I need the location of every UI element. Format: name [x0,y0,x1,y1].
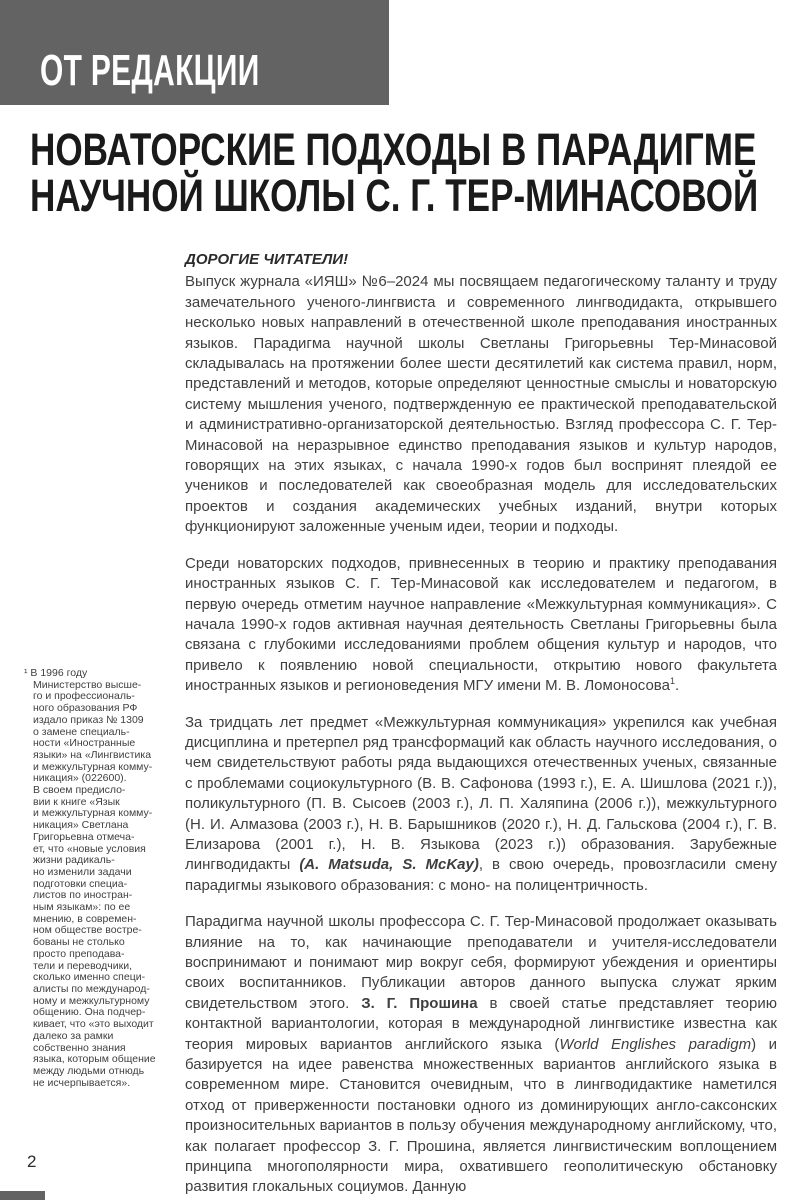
footnote-line: ¹ В 1996 году [24,667,88,679]
footnote-line: общению. Она подчер- [33,1006,146,1019]
text-segment: Выпуск журнала «ИЯШ» №6–2024 мы посвящаем педагогическому таланту и труду замечательного ученого-лингвиста и современного лингводидакта, открывшего несколько новых направлений в отечественной школе преподавания иностранных языков. Парадигма научной школы Светланы Григорьевны Тер-Минасовой складывалась на протяжении более шести десятилетий как система правил, норм, представлений и методов, которые определяют ценностные смыслы и новаторскую систему мышления ученого, подтвержденную ее практической преподавательской и административно-организаторской деятельностью. Взгляд профессора С. Г. Тер-Минасовой на неразрывное единство преподавания языков и культур народов, говорящих на этих языках, с начала 1990-х годов был воспринят плеядой ее учеников и последователей как своеобразная модель для исследовательских проектов и создания академических учебных изданий, внутри которых функционируют заложенные ученым идеи, теории и подходы. [185,273,777,536]
footnote-line: и межкультурная комму- [33,760,153,773]
text-segment: ) и базируется на идее равенства множественных вариантов английского языка в современном мире. Становится очевидным, что в лингводидактике наметился отход от приверженности постановки одного из доминирующих англо-саксонских произносительных вариантов в пользу обучения международному английскому, что, как полагает профессор З. Г. Прошина, является лингвистическим воплощением принципа многополярности мира, охватившего геополитическую обстановку развития глокальных социумов. Данную [185,1035,778,1196]
footnote-line: ности «Иностранные [33,737,136,750]
footnote-line: никация» Светлана [33,819,129,832]
footnote-line: алисты по международ- [33,982,150,995]
section-banner-label: ОТ РЕДАКЦИИ [40,46,260,95]
footnote-line: языка, которым общение [33,1053,156,1066]
article-title [30,124,759,221]
footnote-line: кивает, что «это выходит [33,1018,154,1031]
article-title-line-2: НАУЧНОЙ ШКОЛЫ С. Г. ТЕР-МИНАСОВОЙ [30,170,759,221]
footnote-line: В своем предисло- [33,784,126,797]
footnote-line: ном обществе востре- [33,924,142,937]
margin-footnote [24,668,179,1089]
footnote-line: между людьми отнюдь [33,1064,145,1077]
footnote-line: листов по иностран- [33,889,133,902]
text-segment: (A. Matsuda, S. McKay) [299,856,479,874]
footnote-line: не исчерпывается». [33,1076,131,1089]
footnote-line: жизни радикаль- [33,854,115,867]
footnote-line: Министерство высше- [33,678,142,691]
text-segment: З. Г. Прошина [361,994,478,1012]
text-segment: , в свою очередь, провозгласили смену парадигмы языкового образования: с моно- на полицентричность. [185,856,777,894]
salutation: ДОРОГИЕ ЧИТАТЕЛИ! [185,251,349,268]
section-banner [0,0,389,105]
footnote-line: ным языкам»: по ее [33,901,131,914]
footnote-line: ного образования РФ [33,702,138,715]
text-segment: в своей статье представляет теорию контактной вариантологии, которая в международной лингвистике известна как теория мировых вариантов английского языка ( [185,994,777,1053]
article-body [185,250,777,1198]
paragraph-2 [185,554,777,697]
text-segment: Среди новаторских подходов, привнесенных в теорию и практику преподавания иностранных языков С. Г. Тер-Минасовой как исследователем и педагогом, в первую очередь отметим научное направление «Межкультурная коммуникация». С начала 1990-х годов активная научная деятельность Светланы Григорьевны была связана с глубокими исследованиями проблем общения культур и народов, что привело к появлению новой специальности, открытию нового факультета иностранных языков и регионоведения МГУ имени М. В. Ломоносова [185,554,777,695]
bottom-bar-decoration [0,1191,45,1200]
footnote-line: языки» на «Лингвистика [33,748,152,761]
text-segment: 1 [669,676,675,687]
footnote-line: о замене специаль- [33,725,130,738]
footnote-line: собственно знания [33,1041,126,1054]
footnote-line: но изменили задачи [33,865,132,878]
text-segment: World Englishes paradigm [559,1035,752,1053]
footnote-line: ет, что «новые условия [33,842,146,855]
text-segment: Парадигма научной школы профессора С. Г. Тер-Минасовой продолжает оказывать влияние на то, как начинающие преподаватели и учителя-исследователи воспринимают и понимают мир вокруг себя, формируют убеждения и ориентиры своих воспитанников. Публикации авторов данного выпуска служат ярким свидетельством этого. [185,913,777,1012]
footnote-line: тели и переводчики, [33,959,132,972]
footnote-line: мнению, в современ- [33,912,137,925]
footnote-line: сколько именно специ- [33,971,146,984]
paragraph-3 [185,713,777,897]
article-title-line-1: НОВАТОРСКИЕ ПОДХОДЫ В ПАРАДИГМЕ [30,124,757,175]
footnote-line: вии к книге «Язык [33,795,120,808]
text-segment: За тридцать лет предмет «Межкультурная коммуникация» укрепился как учебная дисциплина и претерпел ряд трансформаций как область научного исследования, о чем свидетельствуют работы ряда выдающихся отечественных ученых, связанные с проблемами социокультурного (В. В. Сафонова (1993 г.), Е. А. Шишлова (2021 г.)), поликультурного (П. В. Сысоев (2003 г.), Л. П. Халяпина (2006 г.)), межкультурного (Н. И. Алмазова (2003 г.), Н. В. Барышников (2020 г.), Н. Д. Гальскова (2004 г.), Г. В. Елизарова (2001 г.), Н. В. Языкова (2023 г.)) образования. Зарубежные лингводидакты [185,713,777,874]
footnote-line: издало приказ № 1309 [33,713,144,726]
footnote-line: подготовки специа- [33,877,128,890]
footnote-line: далеко за рамки [33,1029,114,1042]
footnote-line: ному и межкультурному [33,994,150,1007]
paragraph-1 [185,272,777,537]
paragraph-4 [185,912,777,1198]
footnote-line: просто преподава- [33,947,125,960]
footnote-line: бованы не столько [33,936,125,949]
footnote-line: и межкультурная комму- [33,807,153,820]
footnote-line: Григорьевна отмеча- [33,830,135,843]
footnote-line: го и профессиональ- [33,690,135,703]
page-number: 2 [27,1152,37,1171]
footnote-line: никация» (022600). [33,772,127,785]
text-segment: . [674,677,680,695]
